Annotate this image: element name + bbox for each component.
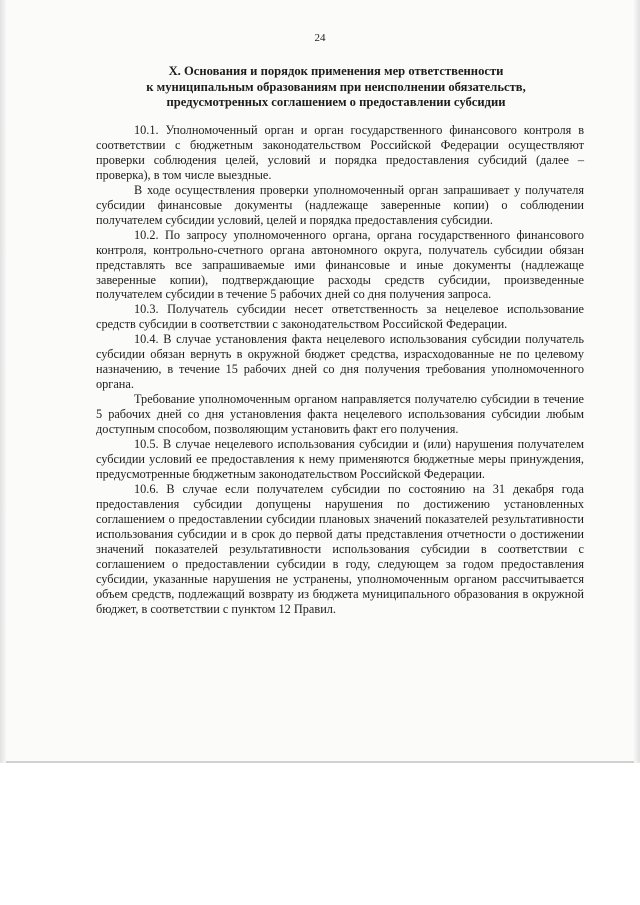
paragraph-10-1: 10.1. Уполномоченный орган и орган государственного финансового контроля в соответствии с бюджетным законодательством Российской Федерации осуществляют проверки соблюдения целей, условий и порядка предоставления субсидий (далее – проверка), в том числе выездные.: [96, 123, 584, 182]
paragraph-10-4: 10.4. В случае установления факта нецелевого использования субсидии получатель субсидии обязан вернуть в окружной бюджет средства, израсходованные не по целевому назначению, в течение 15 рабочих дней со дня получения требования уполномоченного органа.: [96, 332, 584, 392]
paragraph-10-3: 10.3. Получатель субсидии несет ответственность за нецелевое использование средств субсидии в соответствии с законодательством Российской Федерации.: [96, 302, 584, 332]
section-heading-line-3: предусмотренных соглашением о предоставлении субсидии: [166, 95, 506, 109]
paragraph-10-4-continuation: Требование уполномоченным органом направляется получателю субсидии в течение 5 рабочих дней со дня установления факта нецелевого использования субсидии любым доступным способом, позволяющим установить факт его получения.: [96, 392, 584, 437]
section-heading: [96, 64, 576, 111]
paragraph-10-5: 10.5. В случае нецелевого использования субсидии и (или) нарушения получателем субсидии условий ее предоставления к нему применяются бюджетные меры принуждения, предусмотренные бюджетным законодательством Российской Федерации.: [96, 437, 584, 481]
page-edge-left: [0, 0, 6, 763]
paragraph-10-2: 10.2. По запросу уполномоченного органа, органа государственного финансового контроля, контрольно-счетного органа автономного округа, получатель субсидии обязан представлять все запрашиваемые ими финансовые и иные документы (надлежаще заверенные копии), подтверждающие расходы средств субсидии, произведенные получателем субсидии в течение 5 рабочих дней со дня получения запроса.: [96, 227, 584, 302]
page-number: 24: [314, 32, 326, 44]
page-edge-right: [634, 0, 640, 763]
paragraph-10-1-continuation: В ходе осуществления проверки уполномоченный орган запрашивает у получателя субсидии финансовые документы (надлежаще заверенные копии) о соблюдении получателем субсидии условий, целей и порядка предоставления субсидии.: [96, 182, 584, 227]
paragraph-10-6: 10.6. В случае если получателем субсидии по состоянию на 31 декабря года предоставления субсидии допущены нарушения по достижению установленных соглашением о предоставлении субсидии плановых значений показателей результативности использования субсидии и в срок до первой даты представления отчетности о достижении значений показателей результативности использования субсидии в соответствии с соглашением о предоставлении субсидии в году, следующем за годом предоставления субсидии, указанные нарушения не устранены, уполномоченным органом рассчитывается объем средств, подлежащий возврату из бюджета муниципального образования в окружной бюджет, в соответствии с пунктом 12 Правил.: [96, 481, 584, 616]
section-body: [96, 123, 584, 616]
section-heading-line-2: к муниципальным образованиям при неисполнении обязательств,: [146, 79, 526, 94]
section-heading-line-1: X. Основания и порядок применения мер ответственности: [168, 64, 504, 78]
